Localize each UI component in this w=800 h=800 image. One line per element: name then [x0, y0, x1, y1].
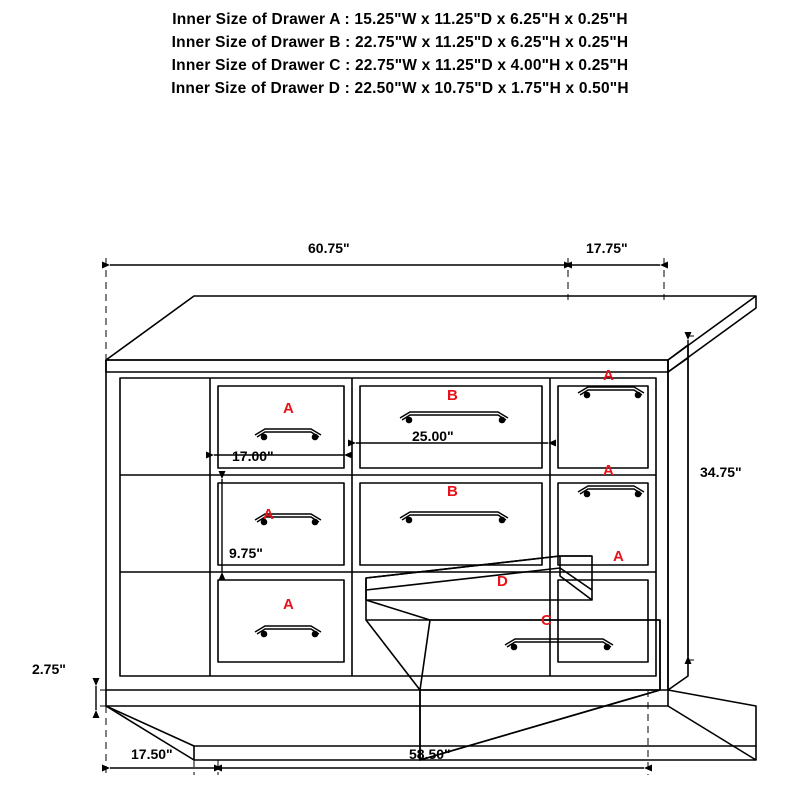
- spec-line-c: Inner Size of Drawer C : 22.75"W x 11.25"D x 4.00"H x 0.25"H: [171, 57, 629, 74]
- drawer-label-d1: D: [497, 573, 508, 590]
- drawer-label-a5: A: [603, 462, 614, 479]
- spec-line-b: Inner Size of Drawer B : 22.75"W x 11.25"D x 6.25"H x 0.25"H: [171, 34, 629, 51]
- dim-base-depth: 17.50": [131, 746, 173, 762]
- dim-base-height: 2.75": [32, 661, 66, 677]
- dim-height: 34.75": [700, 464, 742, 480]
- drawer-label-b2: B: [447, 483, 458, 500]
- drawer-label-b1: B: [447, 387, 458, 404]
- spec-line-a: Inner Size of Drawer A : 15.25"W x 11.25"D x 6.25"H x 0.25"H: [172, 11, 628, 28]
- drawer-label-c1: C: [541, 612, 552, 629]
- drawer-label-a3: A: [283, 596, 294, 613]
- drawer-label-a2: A: [263, 506, 274, 523]
- dim-base-width: 58.50": [409, 746, 451, 762]
- dim-drawer-height: 9.75": [229, 545, 263, 561]
- dim-drawer-b-width: 25.00": [412, 428, 454, 444]
- dim-top-width: 60.75": [308, 240, 350, 256]
- drawer-label-a6: A: [613, 548, 624, 565]
- spec-line-d: Inner Size of Drawer D : 22.50"W x 10.75"D x 1.75"H x 0.50"H: [171, 80, 629, 97]
- dim-top-depth: 17.75": [586, 240, 628, 256]
- drawer-label-a1: A: [283, 400, 294, 417]
- dim-drawer-a-width: 17.00": [232, 448, 274, 464]
- drawer-label-a4: A: [603, 367, 614, 384]
